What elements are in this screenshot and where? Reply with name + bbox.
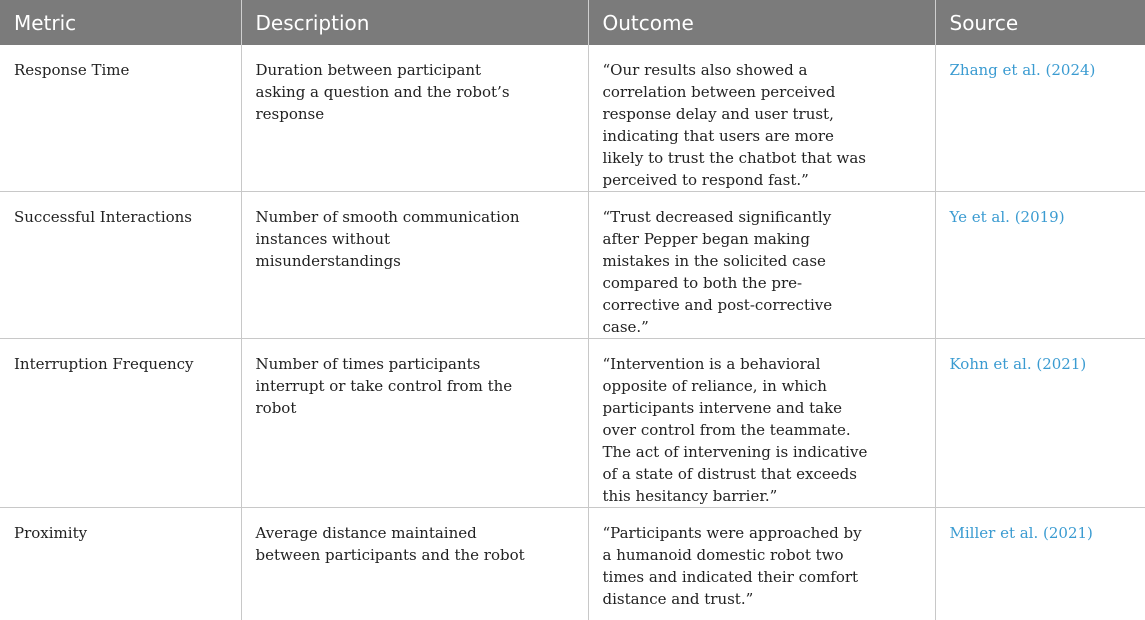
metric-cell: Interruption Frequency [0,339,241,508]
header-description: Description [241,0,588,45]
source-cell [935,508,1145,620]
metric-cell: Successful Interactions [0,192,241,339]
header-source: Source [935,0,1145,45]
table-row [0,339,1145,508]
source-cell [935,45,1145,192]
description-cell: Duration between participant asking a question and the robot’s response [241,45,588,192]
table-row [0,508,1145,620]
outcome-cell: “Intervention is a behavioral opposite of reliance, in which participants intervene and take over control from the teammate. The act of intervening is indicative of a state of distrust that exceeds this hesitancy barrier.” [588,339,935,508]
source-link[interactable]: Zhang et al. (2024) [949,61,1096,79]
source-link[interactable]: Kohn et al. (2021) [949,355,1087,373]
source-cell [935,192,1145,339]
header-metric: Metric [0,0,241,45]
metric-cell: Proximity [14,524,88,542]
description-cell: Number of times participants interrupt or take control from the robot [241,339,588,508]
metric-cell: Response Time [0,45,241,192]
table-row [0,45,1145,192]
outcome-cell: “Our results also showed a correlation between perceived response delay and user trust, indicating that users are more likely to trust the chatbot that was perceived to respond fast.” [588,45,935,192]
source-link[interactable]: Miller et al. (2021) [949,524,1093,542]
source-link[interactable]: Ye et al. (2019) [949,208,1065,226]
header-outcome: Outcome [588,0,935,45]
outcome-cell: “Participants were approached by a humanoid domestic robot two times and indicated their comfort distance and trust.” [588,508,935,620]
source-cell [935,339,1145,508]
table-row [0,192,1145,339]
table-header-row [0,0,1145,45]
outcome-cell: “Trust decreased significantly after Pepper began making mistakes in the solicited case compared to both the pre-corrective and post-corrective case.” [588,192,935,339]
description-cell: Average distance maintained between participants and the robot [241,508,588,620]
description-cell: Number of smooth communication instances without misunderstandings [241,192,588,339]
